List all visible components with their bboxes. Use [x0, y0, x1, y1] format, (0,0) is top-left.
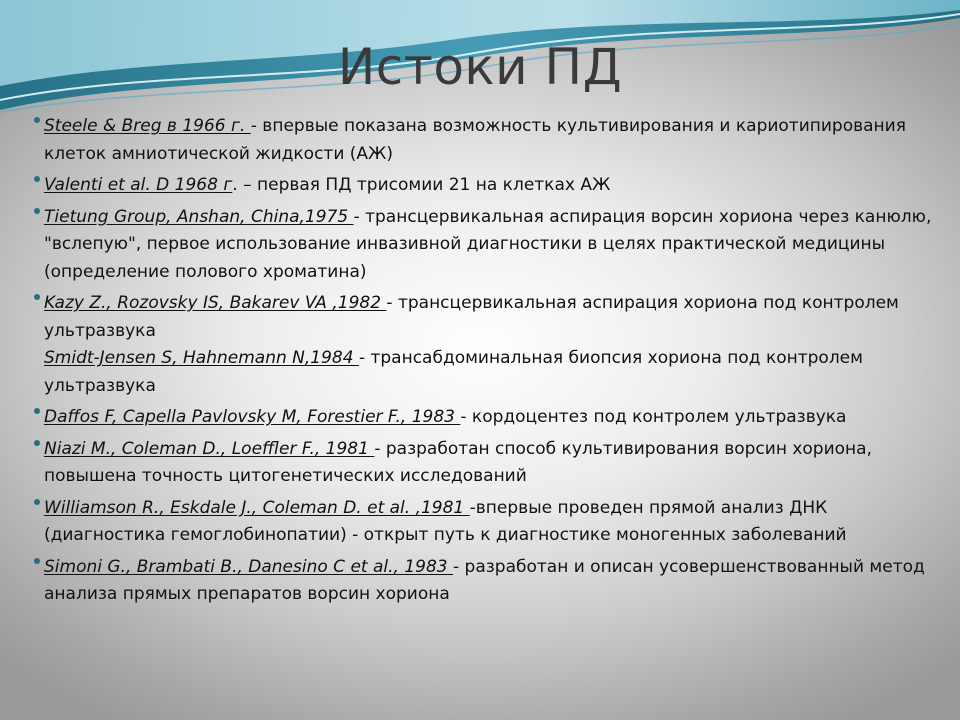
reference-link[interactable]: Simoni G., Brambati B., Danesino C et al., 1983	[44, 556, 453, 577]
item-text: - впервые показана возможность культивирования и кариотипирования клеток амниотической жидкости (АЖ)	[44, 116, 906, 164]
list-item	[36, 113, 936, 168]
reference-link[interactable]: Niazi M., Coleman D., Loeffler F., 1981	[44, 438, 375, 459]
list-item	[36, 345, 936, 400]
item-text: - разработан способ культивирования ворсин хориона, повышена точность цитогенетических исследований	[44, 438, 872, 486]
reference-link[interactable]: Smidt-Jensen S, Hahnemann N,1984	[44, 348, 359, 368]
list-item	[36, 554, 936, 609]
reference-link[interactable]: Williamson R., Eskdale J., Coleman D. et al. ,1981	[44, 497, 470, 518]
list-item	[36, 204, 936, 287]
item-text: . – первая ПД трисомии 21 на клетках АЖ	[232, 175, 611, 195]
item-text: - кордоцентез под контролем ультразвука	[460, 407, 847, 427]
bullet-dot-icon	[34, 440, 40, 446]
list-item	[36, 495, 936, 550]
slide-title: Истоки ПД	[337, 38, 623, 96]
bullet-dot-icon	[34, 208, 40, 214]
reference-link[interactable]: Daffos F, Capella Pavlovsky M, Forestier F., 1983	[44, 407, 461, 427]
reference-link[interactable]: Steele & Breg в 1966 г.	[44, 116, 251, 136]
reference-link[interactable]: Kazy Z., Rozovsky IS, Bakarev VA ,1982	[44, 293, 387, 313]
bullet-dot-icon	[34, 558, 40, 564]
list-item	[36, 290, 936, 345]
bullet-dot-icon	[34, 117, 40, 123]
reference-link[interactable]: Tietung Group, Anshan, China,1975	[44, 206, 354, 227]
item-text: - трансцервикальная аспирация хориона под контролем ультразвука	[44, 293, 899, 341]
bullet-dot-icon	[34, 499, 40, 505]
item-text: - трансабдоминальная биопсия хориона под контролем ультразвука	[44, 348, 863, 396]
reference-link[interactable]: Valenti et al. D 1968 г	[44, 175, 233, 195]
bullet-dot-icon	[34, 408, 40, 414]
bullet-dot-icon	[34, 176, 40, 182]
item-text: -впервые проведен прямой анализ ДНК (диагностика гемоглобинопатии) - открыт путь к диагностике моногенных заболеваний	[44, 497, 847, 545]
bullet-list	[36, 113, 936, 613]
list-item	[36, 436, 936, 491]
list-item	[36, 404, 936, 432]
bullet-dot-icon	[34, 294, 40, 300]
item-text: - трансцервикальная аспирация ворсин хориона через канюлю, "вслепую", первое использование инвазивной диагностики в целях практической медицины (определение полового хроматина)	[44, 206, 932, 282]
item-text: - разработан и описан усовершенствованный метод анализа прямых препаратов ворсин хориона	[44, 556, 925, 604]
list-item	[36, 172, 936, 200]
